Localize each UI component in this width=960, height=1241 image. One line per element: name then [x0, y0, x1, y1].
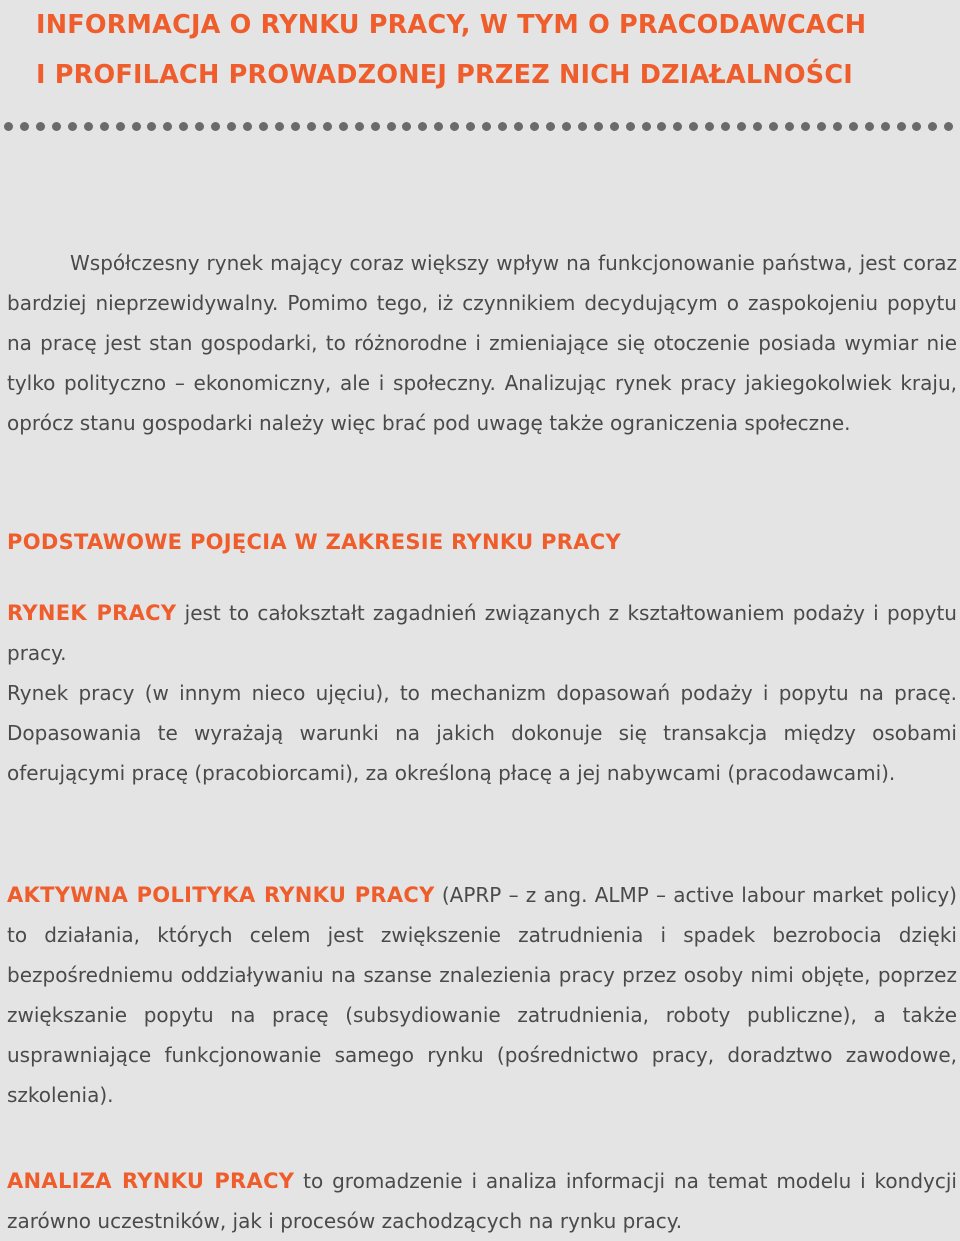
separator-dot	[514, 122, 523, 131]
term-analiza: ANALIZA RYNKU PRACY	[7, 1169, 295, 1193]
term-aprp: AKTYWNA POLITYKA RYNKU PRACY	[7, 883, 435, 907]
title-line-2: I PROFILACH PROWADZONEJ PRZEZ NICH DZIAŁALNOŚCI	[36, 60, 853, 90]
separator-dot	[498, 122, 507, 131]
separator-dot	[371, 122, 380, 131]
separator-dot	[179, 122, 188, 131]
separator-dot	[482, 122, 491, 131]
separator-dot	[801, 122, 810, 131]
separator-dot	[610, 122, 619, 131]
separator-dot	[355, 122, 364, 131]
definition-text-analiza: to gromadzenie i analiza informacji na temat modelu i kondycji zarówno uczestników, jak i procesów zachodzących na rynku pracy.	[7, 1169, 957, 1233]
separator-dot	[4, 122, 13, 131]
separator-dot	[466, 122, 475, 131]
separator-dot	[562, 122, 571, 131]
separator-dot	[849, 122, 858, 131]
separator-dot	[769, 122, 778, 131]
separator-dot	[737, 122, 746, 131]
definition-analiza	[7, 1161, 957, 1241]
separator-dot	[116, 122, 125, 131]
separator-dot	[84, 122, 93, 131]
separator-dot	[307, 122, 316, 131]
separator-dot	[52, 122, 61, 131]
separator-dot	[275, 122, 284, 131]
term-rynek-pracy: RYNEK PRACY	[7, 601, 177, 625]
separator-dot	[68, 122, 77, 131]
separator-dot	[689, 122, 698, 131]
separator-dot	[705, 122, 714, 131]
separator-dot	[339, 122, 348, 131]
separator-dot	[530, 122, 539, 131]
separator-dot	[912, 122, 921, 131]
separator-dot	[817, 122, 826, 131]
separator-dot	[626, 122, 635, 131]
separator-dot	[881, 122, 890, 131]
separator-dot	[418, 122, 427, 131]
definition-rynek-pracy	[7, 593, 957, 673]
separator-dot	[227, 122, 236, 131]
separator-dot	[291, 122, 300, 131]
dotted-separator	[4, 122, 954, 134]
separator-dot	[259, 122, 268, 131]
separator-dot	[578, 122, 587, 131]
separator-dot	[20, 122, 29, 131]
intro-paragraph: Współczesny rynek mający coraz większy wpływ na funkcjonowanie państwa, jest coraz bardziej nieprzewidywalny. Pomimo tego, iż czynnikiem decydującym o zaspokojeniu popytu na pracę jest stan gospodarki, to różnorodne i zmieniające się otoczenie posiada wymiar nie tylko polityczno – ekonomiczny, ale i społeczny. Analizując rynek pracy jakiegokolwiek kraju, oprócz stanu gospodarki należy więc brać pod uwagę także ograniczenia społeczne.	[7, 251, 957, 435]
separator-dot	[865, 122, 874, 131]
definition-aprp	[7, 875, 957, 1115]
separator-dot	[243, 122, 252, 131]
separator-dot	[546, 122, 555, 131]
definition-text-rynek-pracy: jest to całokształt zagadnień związanych z kształtowaniem podaży i popytu pracy.	[7, 601, 957, 665]
separator-dot	[594, 122, 603, 131]
separator-dot	[642, 122, 651, 131]
separator-dot	[673, 122, 682, 131]
separator-dot	[721, 122, 730, 131]
document-title	[36, 0, 936, 100]
separator-dot	[100, 122, 109, 131]
separator-dot	[402, 122, 411, 131]
separator-dot	[195, 122, 204, 131]
definition-rynek-pracy-extra: Rynek pracy (w innym nieco ujęciu), to mechanizm dopasowań podaży i popytu na pracę. Dopasowania te wyrażają warunki na jakich dokonuje się transakcja między osobami oferującymi pracę (pracobiorcami), za określoną płacę a jej nabywcami (pracodawcami).	[7, 681, 957, 785]
separator-dot	[944, 122, 953, 131]
title-line-1: INFORMACJA O RYNKU PRACY, W TYM O PRACODAWCACH	[36, 10, 867, 40]
separator-dot	[434, 122, 443, 131]
definition-text-aprp: (APRP – z ang. ALMP – active labour market policy) to działania, których celem jest zwiększenie zatrudnienia i spadek bezrobocia dzięki bezpośredniemu oddziaływaniu na szanse znalezienia pracy przez osoby nimi objęte, poprzez zwiększanie popytu na pracę (subsydiowanie zatrudnienia, roboty publiczne), a także usprawniające funkcjonowanie samego rynku (pośrednictwo pracy, doradztwo zawodowe, szkolenia).	[7, 883, 957, 1107]
separator-dot	[211, 122, 220, 131]
section-heading: PODSTAWOWE POJĘCIA W ZAKRESIE RYNKU PRACY	[7, 530, 621, 554]
separator-dot	[323, 122, 332, 131]
separator-dot	[36, 122, 45, 131]
separator-dot	[928, 122, 937, 131]
separator-dot	[897, 122, 906, 131]
separator-dot	[753, 122, 762, 131]
separator-dot	[387, 122, 396, 131]
separator-dot	[147, 122, 156, 131]
separator-dot	[833, 122, 842, 131]
separator-dot	[450, 122, 459, 131]
separator-dot	[657, 122, 666, 131]
separator-dot	[163, 122, 172, 131]
separator-dot	[785, 122, 794, 131]
separator-dot	[132, 122, 141, 131]
